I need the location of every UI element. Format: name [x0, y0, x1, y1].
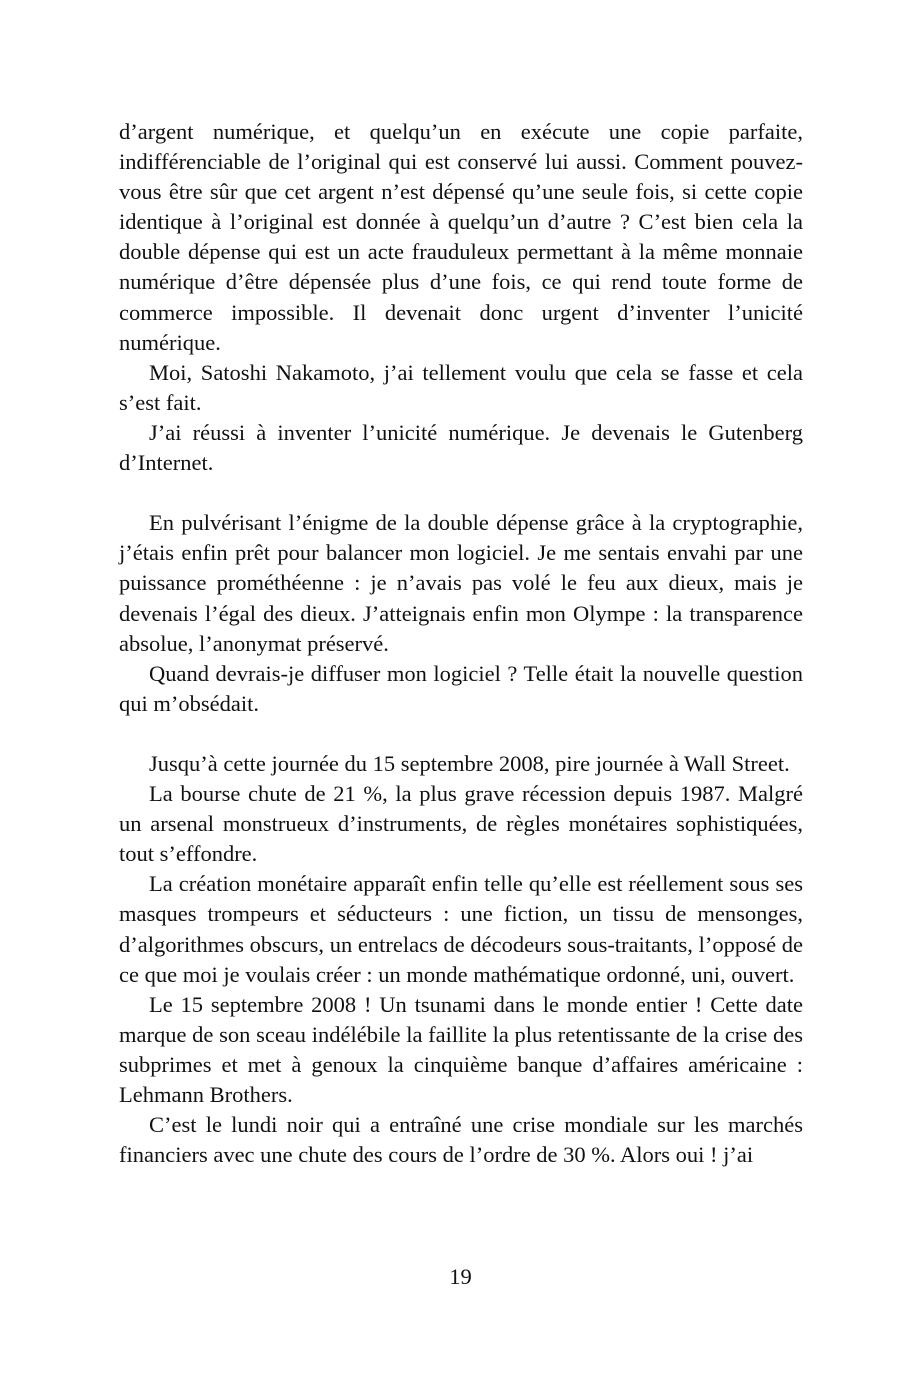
paragraph-8: La création monétaire apparaît enfin telle qu’elle est réellement sous ses masques trompeurs et séducteurs : une fiction, un tissu de mensonges, d’algorithmes obscurs, un entrelacs de décodeurs sous-traitants, l’opposé de ce que moi je voulais créer : un monde mathématique ordonné, uni, ouvert. [119, 871, 803, 987]
paragraph-10: C’est le lundi noir qui a entraîné une crise mondiale sur les marchés financiers avec une chute des cours de l’ordre de 30 %. Alors oui ! j’ai [119, 1112, 803, 1168]
paragraph-7: La bourse chute de 21 %, la plus grave récession depuis 1987. Malgré un arsenal monstrueux d’instruments, de règles monétaires sophistiquées, tout s’effondre. [119, 781, 803, 867]
body-text [119, 117, 803, 1170]
page-number: 19 [449, 1264, 472, 1289]
section-break [119, 478, 803, 508]
paragraph-3: J’ai réussi à inventer l’unicité numérique. Je devenais le Gutenberg d’Internet. [119, 419, 803, 476]
paragraph-6: Jusqu’à cette journée du 15 septembre 2008, pire journée à Wall Street. [149, 750, 790, 776]
paragraph-4: En pulvérisant l’énigme de la double dépense grâce à la cryptographie, j’étais enfin prêt pour balancer mon logiciel. Je me sentais envahi par une puissance prométhéenne : je n’avais pas volé le feu aux dieux, mais je devenais l’égal des dieux. J’atteignais enfin mon Olympe : la transparence absolue, l’anonymat préservé. [119, 510, 803, 656]
section-break [119, 719, 803, 749]
paragraph-9: Le 15 septembre 2008 ! Un tsunami dans le monde entier ! Cette date marque de son sceau indélébile la faillite la plus retentissante de la crise des subprimes et met à genoux la cinquième banque d’affaires américaine : Lehmann Brothers. [119, 991, 803, 1107]
paragraph-2: Moi, Satoshi Nakamoto, j’ai tellement voulu que cela se fasse et cela s’est fait. [119, 359, 803, 415]
paragraph-5: Quand devrais-je diffuser mon logiciel ? Telle était la nouvelle question qui m’obsédait. [119, 660, 803, 716]
paragraph-1: d’argent numérique, et quelqu’un en exécute une copie parfaite, indifférenciable de l’original qui est conservé lui aussi. Comment pouvez-vous être sûr que cet argent n’est dépensé qu’une seule fois, si cette copie identique à l’original est donnée à quelqu’un d’autre ? C’est bien cela la double dépense qui est un acte frauduleux permettant à la même monnaie numérique d’être dépensée plus d’une fois, ce qui rend toute forme de commerce impossible. Il devenait donc urgent d’inventer l’unicité numérique. [119, 119, 803, 355]
